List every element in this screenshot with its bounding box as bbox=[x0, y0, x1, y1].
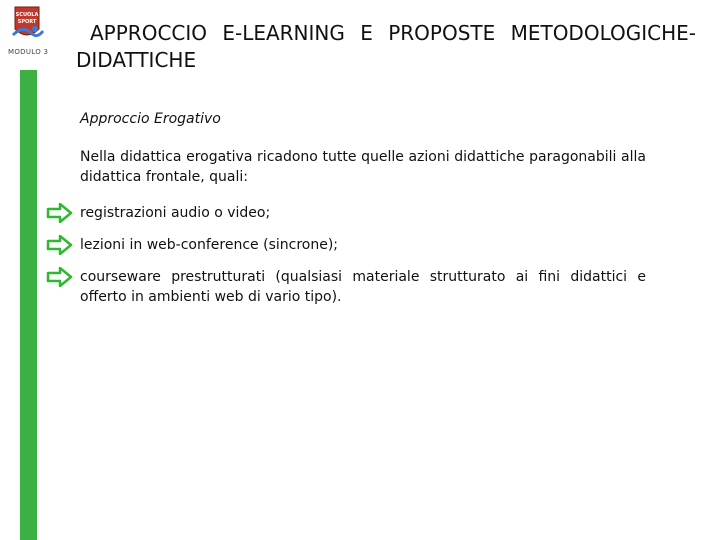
module-label: MODULO 3 bbox=[8, 48, 49, 56]
title-line-2: DIDATTICHE bbox=[76, 48, 197, 72]
bullet-text: courseware prestrutturati (qualsiasi materiale strutturato ai fini didattici e offerto in ambienti web di vario tipo). bbox=[80, 269, 646, 305]
page-title bbox=[76, 20, 696, 74]
side-accent-bar bbox=[20, 70, 37, 540]
bullet-text: registrazioni audio o video; bbox=[80, 205, 271, 221]
scuola-sport-logo bbox=[9, 5, 45, 45]
intro-paragraph: Nella didattica erogativa ricadono tutte quelle azioni didattiche paragonabili alla didattica frontale, quali: bbox=[80, 149, 646, 185]
section-subtitle: Approccio Erogativo bbox=[80, 111, 221, 127]
list-item bbox=[46, 267, 646, 307]
svg-text:SCUOLA: SCUOLA bbox=[15, 12, 39, 18]
bullet-list bbox=[46, 203, 646, 319]
bullet-text: lezioni in web-conference (sincrone); bbox=[80, 237, 339, 253]
title-line-1: APPROCCIO E-LEARNING E PROPOSTE METODOLOGICHE- bbox=[90, 21, 696, 45]
list-item bbox=[46, 203, 646, 223]
arrow-right-icon bbox=[46, 267, 74, 287]
arrow-right-icon bbox=[46, 235, 74, 255]
list-item bbox=[46, 235, 646, 255]
svg-text:SPORT: SPORT bbox=[17, 19, 37, 25]
arrow-right-icon bbox=[46, 203, 74, 223]
